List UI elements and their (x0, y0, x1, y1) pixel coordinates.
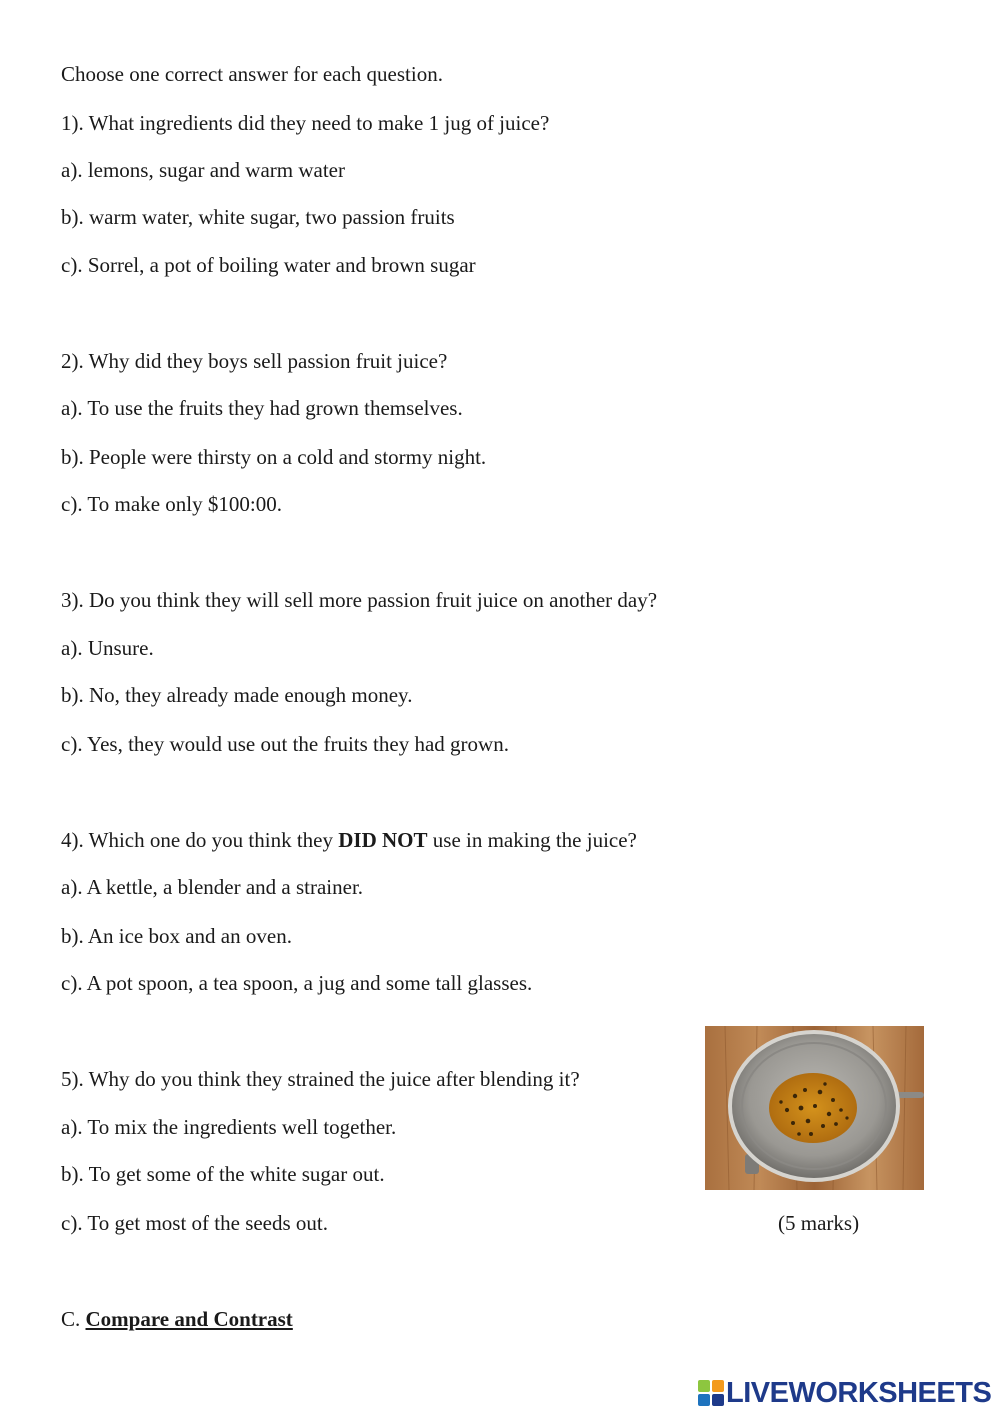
question-2-number: 2). (61, 349, 84, 373)
question-2 (61, 351, 447, 372)
question-1-number: 1). (61, 111, 84, 135)
question-2-option-b[interactable]: b). People were thirsty on a cold and stormy night. (61, 445, 487, 469)
question-1-option-b[interactable]: b). warm water, white sugar, two passion fruits (61, 205, 455, 229)
question-5-option-b[interactable]: b). To get some of the white sugar out. (61, 1162, 385, 1186)
strainer-photo (705, 1026, 924, 1190)
question-4-option-a[interactable]: a). A kettle, a blender and a strainer. (61, 875, 364, 899)
question-4-text-after: use in making the juice? (432, 828, 637, 852)
question-2-option-a[interactable]: a). To use the fruits they had grown themselves. (61, 396, 463, 420)
question-4-option-b[interactable]: b). An ice box and an oven. (61, 924, 292, 948)
question-4-text-before: Which one do you think they (88, 828, 333, 852)
question-4-option-c[interactable]: c). A pot spoon, a tea spoon, a jug and some tall glasses. (61, 971, 533, 995)
question-3-text: Do you think they will sell more passion fruit juice on another day? (89, 588, 658, 612)
question-1-option-c[interactable]: c). Sorrel, a pot of boiling water and brown sugar (61, 253, 476, 277)
question-3-option-b[interactable]: b). No, they already made enough money. (61, 683, 413, 707)
liveworksheets-wordmark: LIVEWORKSHEETS (726, 1376, 992, 1409)
question-4 (61, 830, 637, 851)
section-c-letter: C. (61, 1307, 81, 1331)
section-c-title: Compare and Contrast (85, 1307, 293, 1331)
question-2-option-c[interactable]: c). To make only $100:00. (61, 492, 282, 516)
strainer-illustration (705, 1026, 924, 1190)
question-5-text: Why do you think they strained the juice after blending it? (88, 1067, 580, 1091)
question-3-option-c[interactable]: c). Yes, they would use out the fruits they had grown. (61, 732, 509, 756)
question-3-option-a[interactable]: a). Unsure. (61, 636, 154, 660)
question-3-number: 3). (61, 588, 84, 612)
question-5-option-c[interactable]: c). To get most of the seeds out. (61, 1211, 329, 1235)
instructions: Choose one correct answer for each question. (61, 62, 443, 86)
question-3 (61, 590, 657, 611)
question-4-number: 4). (61, 828, 84, 852)
liveworksheets-logo-icon (698, 1380, 724, 1406)
question-1-option-a[interactable]: a). lemons, sugar and warm water (61, 158, 345, 182)
liveworksheets-brand[interactable] (698, 1378, 991, 1408)
question-1-text: What ingredients did they need to make 1 jug of juice? (88, 111, 550, 135)
question-5-option-a[interactable]: a). To mix the ingredients well together. (61, 1115, 397, 1139)
marks-label: (5 marks) (778, 1211, 860, 1235)
question-5-number: 5). (61, 1067, 84, 1091)
question-2-text: Why did they boys sell passion fruit juice? (88, 349, 448, 373)
section-c-heading (61, 1309, 293, 1330)
question-1 (61, 113, 549, 134)
question-4-emphasis: DID NOT (338, 828, 428, 852)
question-5 (61, 1069, 580, 1090)
